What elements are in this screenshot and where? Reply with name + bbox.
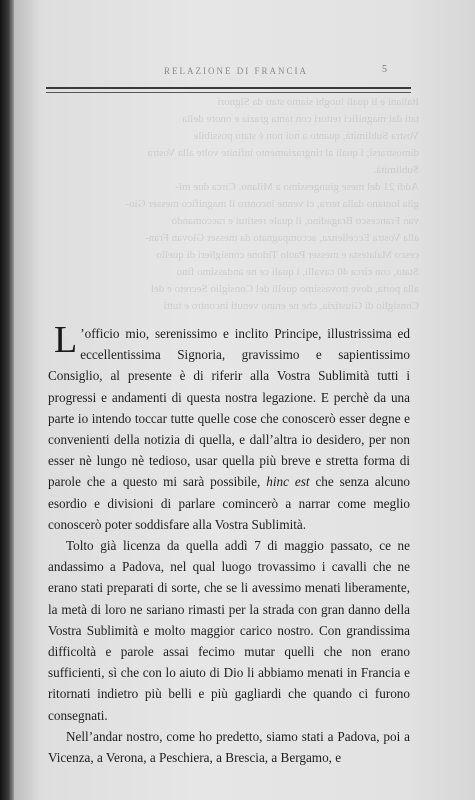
bleed-line: Vostra Sublimità, quanto a noi non è stato possibile [193,130,419,142]
latin-phrase: hinc est [266,474,310,490]
bleed-line: Stato, con circa 40 cavalli, i quali ce ne andassimo fino [176,266,419,278]
paragraph-1 [48,319,411,535]
drop-cap: L [54,319,78,361]
bleed-line: Sublimità. [373,164,419,176]
paragraph-2: Tolto già licenza da quella addì 7 di maggio passato, ce ne andassimo a Padova, nel qual luogo trovassimo i cavalli che ne erano stati preparati di sorte, che se li avessimo menati liberamente, la metà di loro ne sariano rimasti per la strada con gran danno della Vostra Sublimità e molto maggior carico nostro. Con grandissima difficoltà e parole assai fecimo mutar quelli che non erano sufficienti, sì che con lo aiuto di Dio li abbiamo menati in Francia e ritornati indietro più belli e più gagliardi che quando ci furono consegnati. [48,538,410,723]
paragraph-1-text-end: che senza alcuno esordio e divisioni di parlare comincerò a narrar come meglio conoscerò poter soddisfare alla Vostra Sublimità. [48,474,411,532]
bleed-line: dimostrarsi; i quali al ringraziamento infinite volte alla Vostra [147,147,419,159]
bleed-line: cesco Malatesta e messer Paolo Tidone consiglieri di quello [156,249,419,261]
main-text [48,319,411,768]
bleed-line: Addì 21 del mese giungessimo a Milano. Circa due mi- [175,181,419,193]
bleed-line: Consiglio di Giustizia, che ne erano venuti incontro e tutti [163,300,419,312]
header-rule-thick [46,87,411,89]
book-gutter-shadow [0,0,14,800]
paragraph-3: Nell’andar nostro, come ho predetto, siamo stati a Padova, poi a Vicenza, a Verona, a Peschiera, a Brescia, a Bergamo, e [48,728,410,766]
bleed-line: van Francesco Bragadino, il quale restituì e raccomandò [171,215,419,227]
running-head: RELAZIONE DI FRANCIA [164,66,308,76]
page-number: 5 [382,64,387,75]
bleed-line: alla porta, dove trovassimo quelli del Consiglio Secreto e del [150,283,419,295]
book-page [14,0,475,800]
bleed-line: tati dai magnifici rettori con tanta grazia e onore della [182,113,419,125]
header-rule-thin [46,92,411,93]
bleed-line: glia lontano dalla terra, ci venne incontro il magnifico messer Gio- [125,198,419,210]
bleed-line: alla Vostra Eccellenza, accompagnato da messer Giovan Fran- [145,232,419,244]
bleed-through-text [44,94,419,324]
bleed-line: Italiani e li quali luoghi siamo stati da Signori [217,96,419,108]
paragraph-1-text: ’officio mio, serenissimo e inclito Principe, illustrissima ed eccellentissima Signoria, gravissimo e sapientissimo Consiglio, al presente è di riferir alla Vostra Sublimità tutti i progressi e andamenti di questa nostra legazione. E perchè da una parte io intendo toccar tutte quelle cose che conoscerò esser degne e convenienti della notizia di quella, e dall’altra io desidero, per non esser nè lungo nè tedioso, usar quella più breve e stretta forma di parole che a questo mi sarà possibile, [48,326,410,490]
